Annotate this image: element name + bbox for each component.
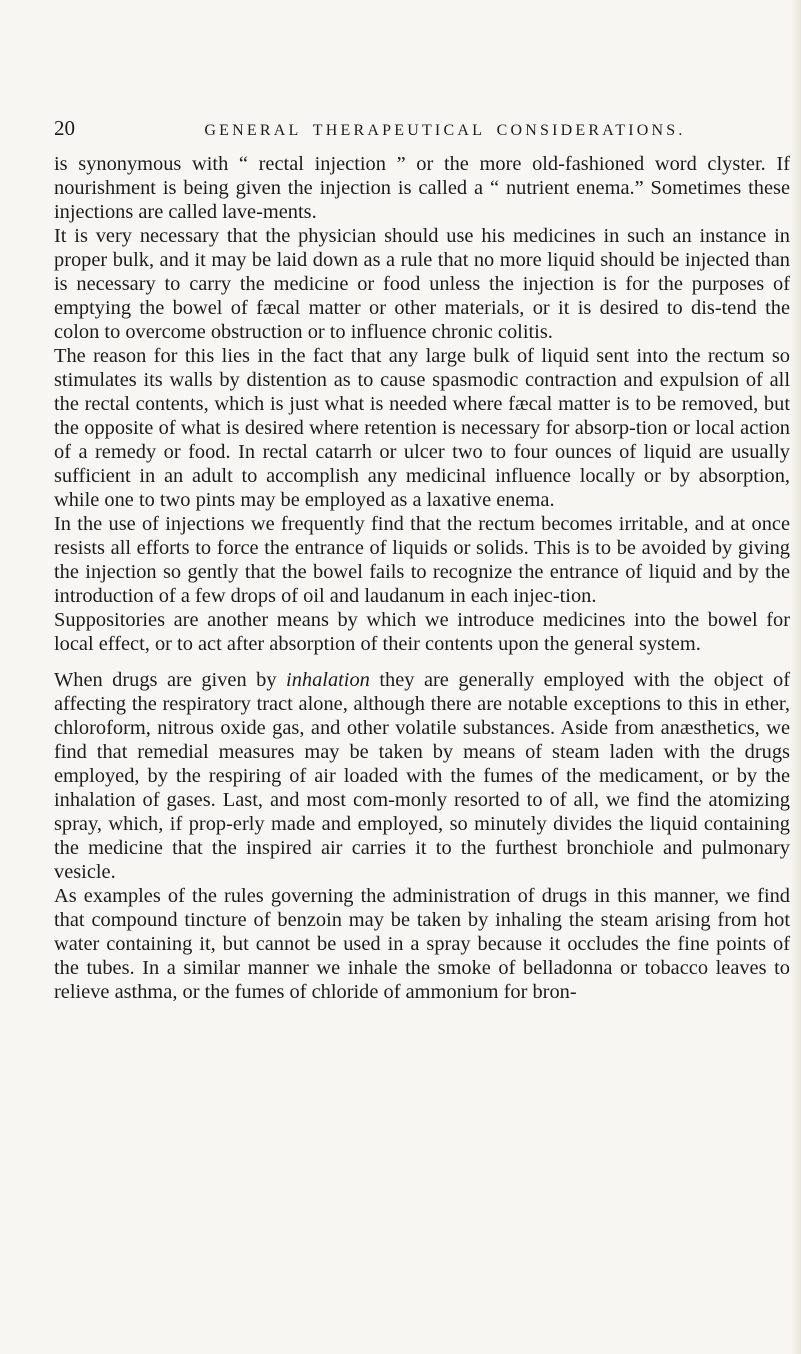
paragraph-1: is synonymous with “ rectal injection ” or the more old-fashioned word clyster. If nourishment is being given the injection is called a “ nutrient enema.” Sometimes these injections are called lave-ments. bbox=[54, 153, 790, 223]
paragraph-6 bbox=[54, 668, 790, 884]
page-edge-shadow bbox=[791, 0, 801, 1354]
paragraph-7: As examples of the rules governing the administration of drugs in this manner, we find that compound tincture of benzoin may be taken by inhaling the steam arising from hot water containing it, but cannot be used in a spray because it occludes the fine points of the tubes. In a similar manner we inhale the smoke of belladonna or tobacco leaves to relieve asthma, or the fumes of chloride of ammonium for bron- bbox=[54, 885, 790, 1003]
paragraph-4: In the use of injections we frequently find that the rectum becomes irritable, and at once resists all efforts to force the entrance of liquids or solids. This is to be avoided by giving the injection so gently that the bowel fails to recognize the entrance of liquid and by the introduction of a few drops of oil and laudanum in each injec-tion. bbox=[54, 513, 790, 607]
book-page bbox=[54, 0, 790, 1354]
inhalation-term: inhalation bbox=[286, 669, 370, 691]
paragraph-5: Suppositories are another means by which we introduce medicines into the bowel for local effect, or to act after absorption of their contents upon the general system. bbox=[54, 609, 790, 655]
page-header bbox=[54, 116, 790, 142]
body-text bbox=[54, 152, 790, 1004]
paragraph-6-rest: they are generally employed with the object of affecting the respiratory tract alone, although there are notable exceptions to this in ether, chloroform, nitrous oxide gas, and other volatile substances. Aside from anæsthetics, we find that remedial measures may be taken by means of steam laden with the drugs employed, by the respiring of air loaded with the fumes of the medicament, or by the inhalation of gases. Last, and most com-monly resorted to of all, we find the atomizing spray, which, if prop-erly made and employed, so minutely divides the liquid containing the medicine that the inspired air carries it to the furthest bronchiole and pulmonary vesicle. bbox=[54, 669, 791, 883]
page-number: 20 bbox=[54, 116, 75, 140]
paragraph-6-start: When drugs are given by bbox=[54, 669, 287, 691]
paragraph-3: The reason for this lies in the fact that any large bulk of liquid sent into the rectum so stimulates its walls by distention as to cause spasmodic contraction and expulsion of all the rectal contents, which is just what is needed where fæcal matter is to be removed, but the opposite of what is desired where retention is necessary for absorp-tion or local action of a remedy or food. In rectal catarrh or ulcer two to four ounces of liquid are usually sufficient in an adult to accomplish any medicinal influence locally or by absorption, while one to two pints may be employed as a laxative enema. bbox=[54, 345, 790, 511]
running-head: GENERAL THERAPEUTICAL CONSIDERATIONS. bbox=[204, 122, 686, 139]
paragraph-2: It is very necessary that the physician should use his medicines in such an instance in proper bulk, and it may be laid down as a rule that no more liquid should be injected than is necessary to carry the medicine or food unless the injection is for the purposes of emptying the bowel of fæcal matter or other materials, or it is desired to dis-tend the colon to overcome obstruction or to influence chronic colitis. bbox=[54, 225, 790, 343]
